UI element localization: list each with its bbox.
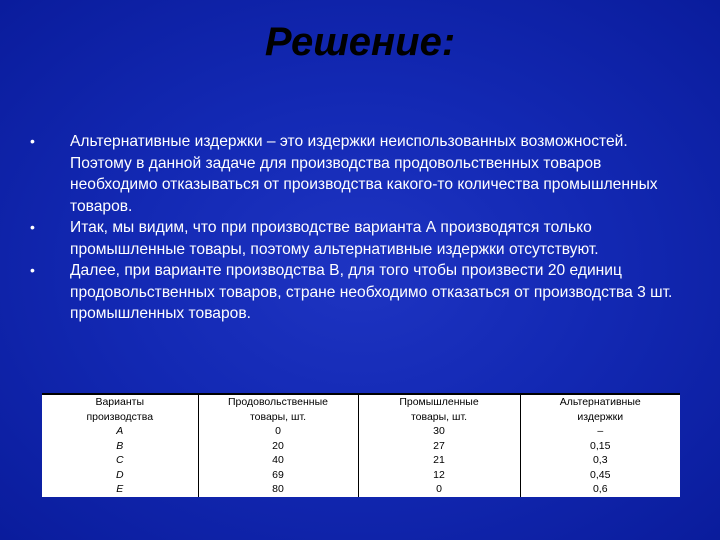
header-variants [42, 394, 198, 424]
header-line: товары, шт. [249, 410, 307, 423]
table-cell-variant: B [116, 439, 124, 452]
table-cell-cost: 0,6 [520, 482, 680, 497]
bullet-item [30, 217, 690, 260]
slide-title: Решение: [264, 20, 456, 64]
header-line: Промышленные [399, 396, 479, 408]
table-cell-industrial: 21 [358, 453, 520, 468]
table-cell-industrial: 0 [358, 482, 520, 497]
table-cell-food: 0 [198, 424, 358, 439]
header-industrial-goods [358, 394, 520, 424]
table-cell-variant: A [116, 425, 124, 437]
bullet-text: Итак, мы видим, что при производстве варианта А производятся только промышленные товары, поэтому альтернативные издержки отсутствуют. [70, 219, 599, 258]
table-row [42, 439, 680, 454]
table-cell-food: 20 [198, 439, 358, 454]
table-cell-cost: 0,15 [520, 439, 680, 454]
production-table [42, 393, 680, 497]
header-line: производства [86, 410, 154, 423]
table-cell-variant: E [116, 483, 124, 495]
table-header-row [42, 394, 680, 424]
header-line: Альтернативные [559, 396, 641, 408]
table-cell-cost: – [520, 424, 680, 439]
header-line: Продовольственные [228, 396, 328, 408]
table-row [42, 482, 680, 497]
table-cell-food: 80 [198, 482, 358, 497]
bullet-icon: • [30, 133, 35, 149]
header-food-goods [198, 394, 358, 424]
bullet-item [30, 260, 690, 325]
table-cell-variant: D [115, 468, 124, 481]
bullet-text: Альтернативные издержки – это издержки неиспользованных возможностей. Поэтому в данной задаче для производства продовольственных товаров необходимо отказываться от производства какого-то количества промышленных товаров. [70, 133, 658, 215]
bullet-icon: • [30, 262, 35, 278]
bullet-icon: • [30, 219, 35, 235]
header-line: Варианты [95, 396, 145, 408]
header-opportunity-costs [520, 394, 680, 424]
table-row [42, 468, 680, 483]
header-line: товары, шт. [410, 410, 468, 423]
table-cell-food: 40 [198, 453, 358, 468]
table-row [42, 424, 680, 439]
table-cell-cost: 0,3 [520, 453, 680, 468]
bullet-list [30, 131, 690, 325]
table-row [42, 453, 680, 468]
table-cell-cost: 0,45 [520, 468, 680, 483]
header-line: издержки [577, 410, 624, 423]
table-cell-industrial: 27 [358, 439, 520, 454]
bullet-item [30, 131, 690, 217]
bullet-text: Далее, при варианте производства В, для того чтобы произвести 20 единиц продовольственных товаров, стране необходимо отказаться от производства 3 шт. промышленных товаров. [70, 262, 673, 322]
production-table-container [42, 393, 680, 497]
table-cell-variant: C [115, 454, 124, 466]
table-cell-industrial: 30 [358, 424, 520, 439]
table-cell-industrial: 12 [358, 468, 520, 483]
table-cell-food: 69 [198, 468, 358, 483]
